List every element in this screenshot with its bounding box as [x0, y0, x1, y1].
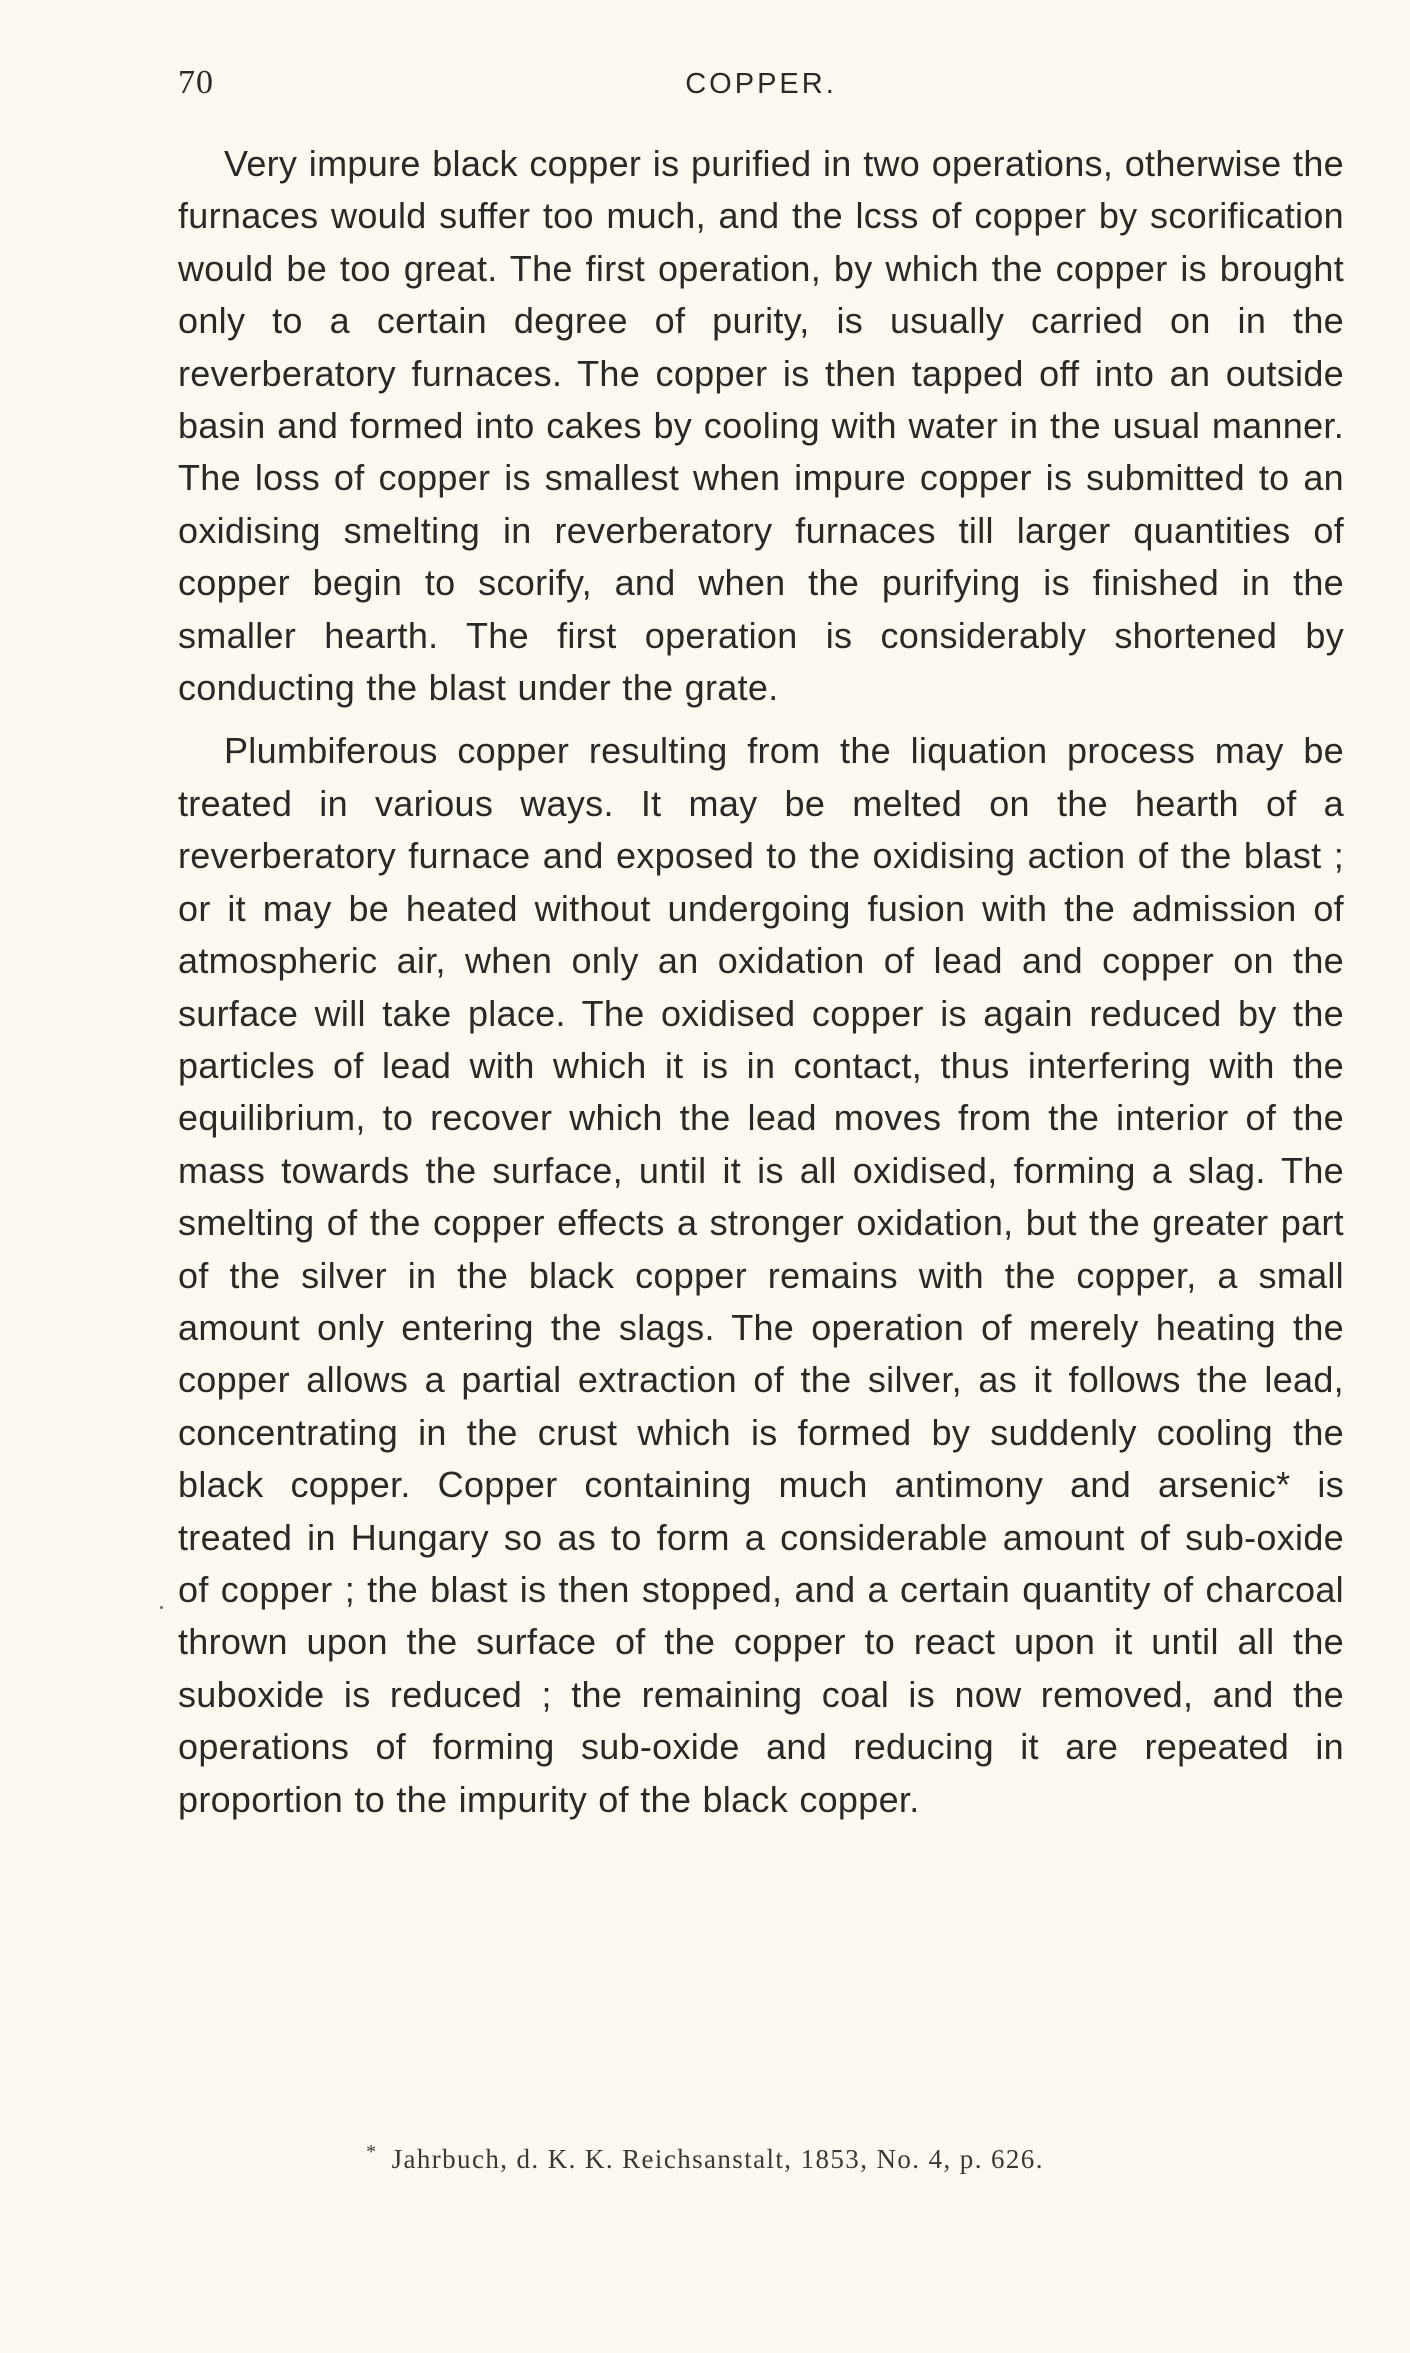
footnote-text: Jahrbuch, d. K. K. Reichsanstalt, 1853, No. 4, p. 626.	[391, 2144, 1044, 2174]
body-text	[178, 138, 1344, 1826]
print-speck	[160, 1606, 163, 1609]
running-title: COPPER.	[685, 68, 837, 100]
running-head	[178, 64, 1344, 112]
page-number: 70	[178, 64, 214, 101]
footnote	[0, 2141, 1410, 2175]
paragraph-plumbiferous-copper: Plumbiferous copper resulting from the liquation process may be treated in various ways. It may be melted on the hearth of a reverberatory furnace and exposed to the oxidising action of the blast ; or it may be heated without undergoing fusion with the admission of atmospheric air, when only an oxidation of lead and copper on the surface will take place. The oxidised copper is again reduced by the particles of lead with which it is in contact, thus interfering with the equilibrium, to recover which the lead moves from the interior of the mass towards the surface, until it is all oxidised, forming a slag. The smelting of the copper effects a stronger oxidation, but the greater part of the silver in the black copper remains with the copper, a small amount only entering the slags. The operation of merely heating the copper allows a partial extraction of the silver, as it follows the lead, concentrating in the crust which is formed by suddenly cooling the black copper. Copper containing much antimony and arsenic* is treated in Hungary so as to form a considerable amount of sub-oxide of copper ; the blast is then stopped, and a certain quantity of charcoal thrown upon the surface of the copper to react upon it until all the suboxide is reduced ; the remaining coal is now removed, and the operations of forming sub-oxide and reducing it are repeated in proportion to the impurity of the black copper.	[178, 730, 1344, 1820]
paragraph-purifying-black-copper: Very impure black copper is purified in two operations, otherwise the furnaces would suffer too much, and the lcss of copper by scorification would be too great. The first operation, by which the copper is brought only to a certain degree of purity, is usually carried on in the reverberatory furnaces. The copper is then tapped off into an outside basin and formed into cakes by cooling with water in the usual manner. The loss of copper is smallest when impure copper is submitted to an oxidising smelting in reverberatory furnaces till larger quantities of copper begin to scorify, and when the purifying is finished in the smaller hearth. The first operation is considerably shortened by conducting the blast under the grate.	[178, 143, 1344, 709]
footnote-marker: *	[366, 2141, 378, 2163]
